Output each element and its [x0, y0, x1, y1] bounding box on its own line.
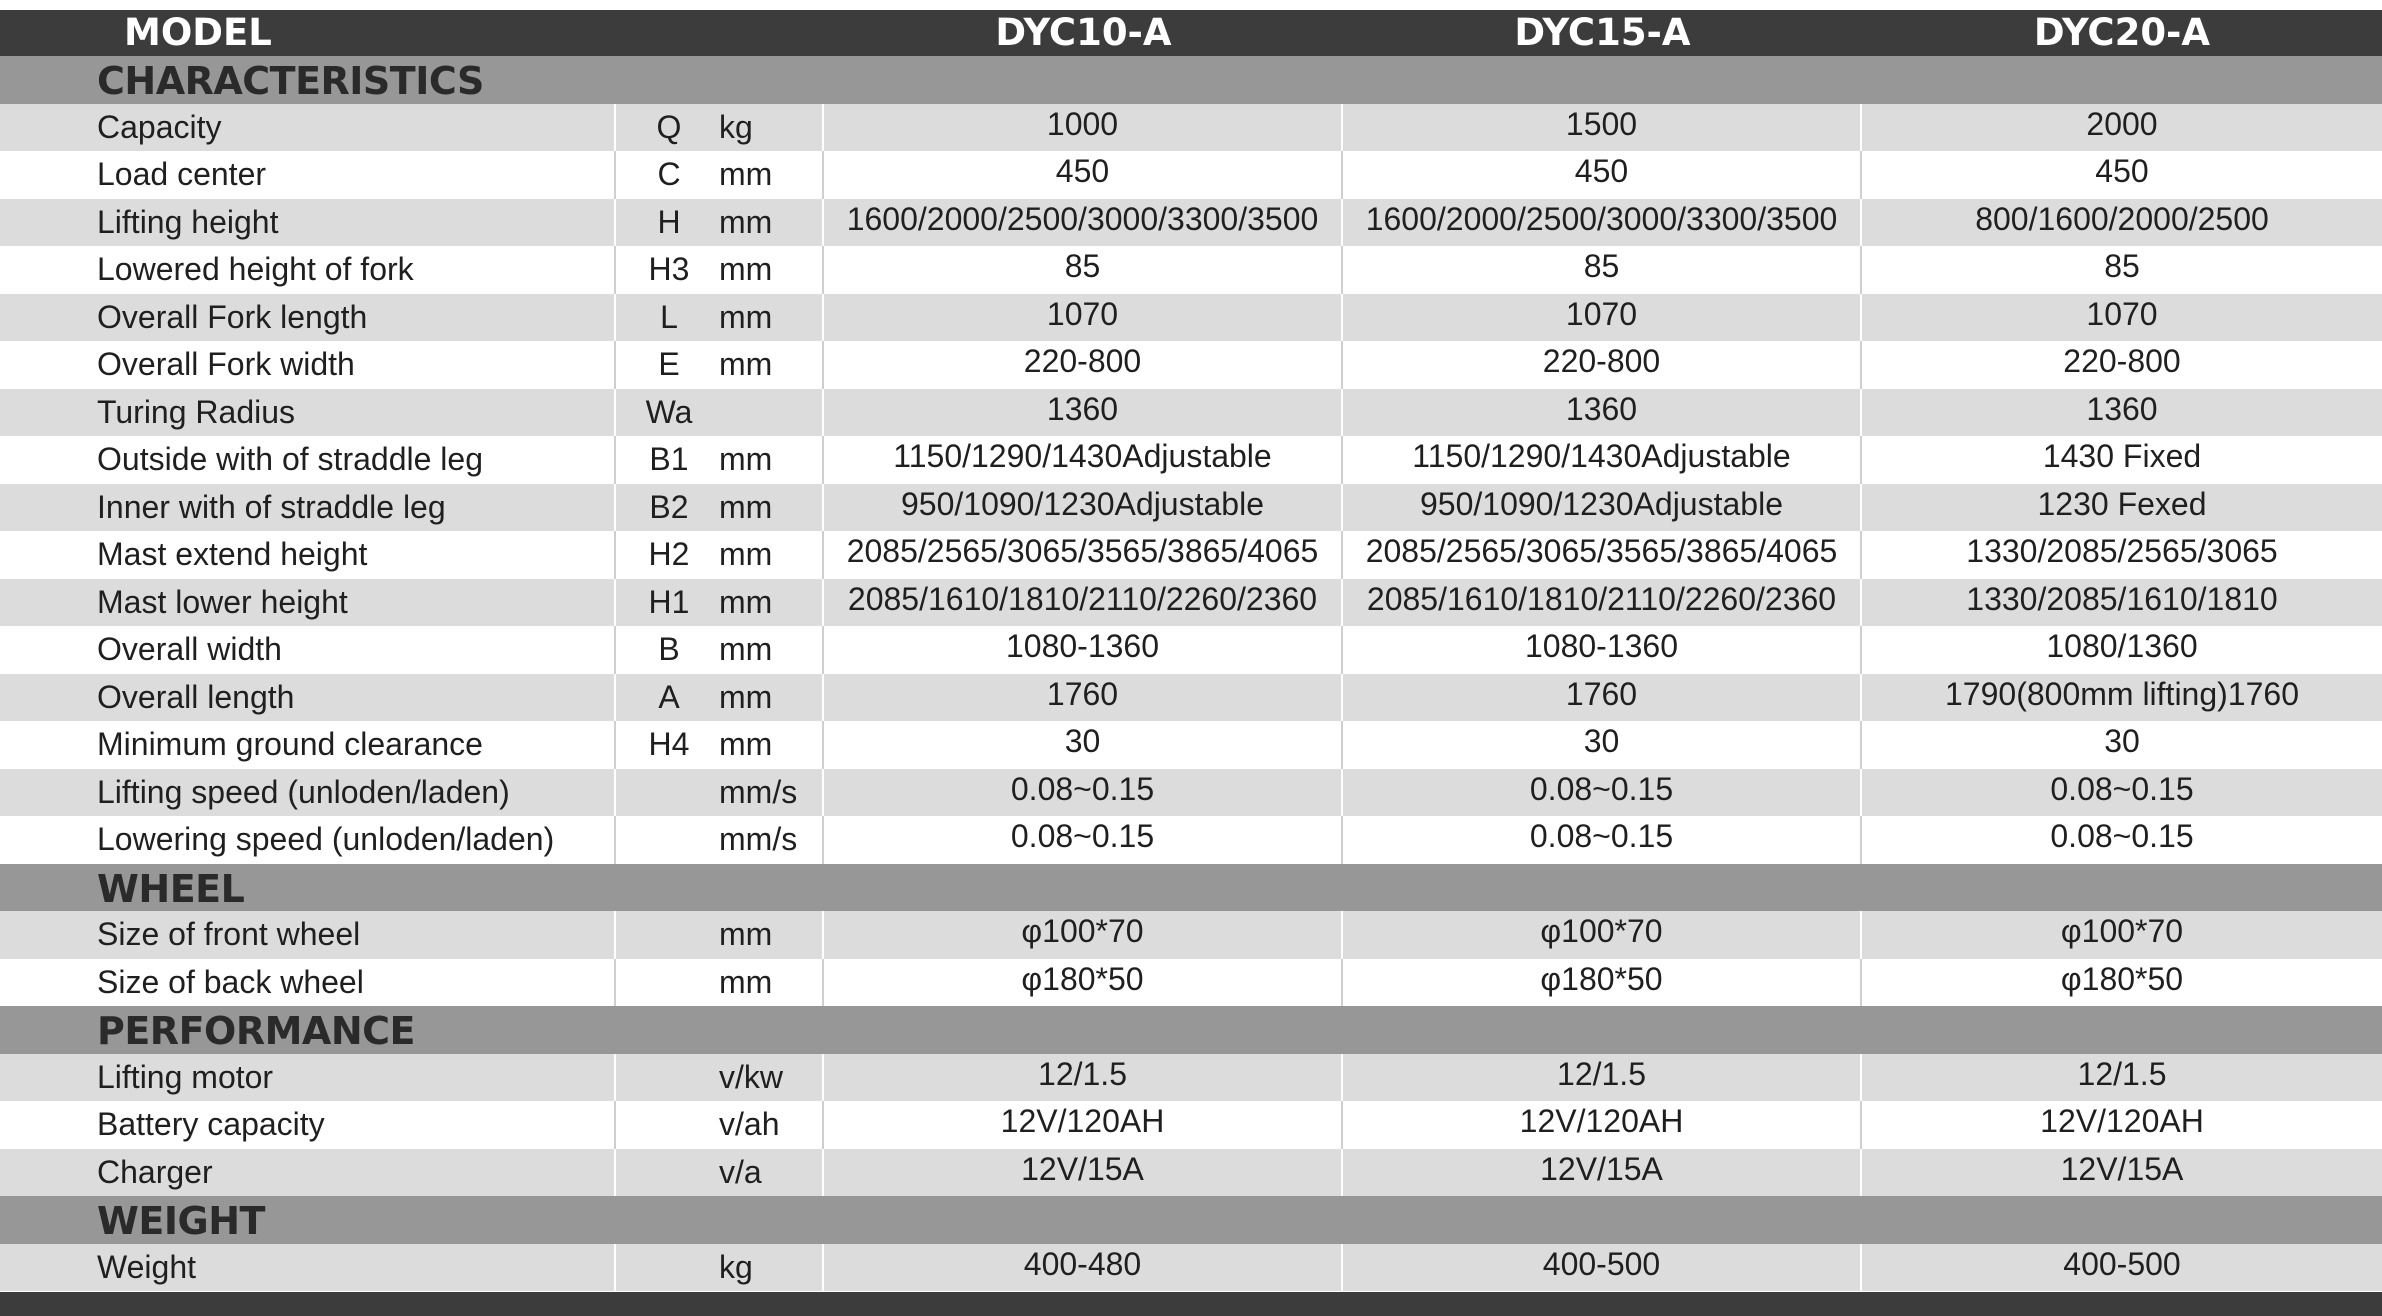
spec-unit: kg: [719, 104, 824, 152]
spec-value-dyc20a: φ100*70: [2060, 913, 2184, 949]
table-row: [0, 1054, 2382, 1102]
spec-value-dyc15a: 12V/120AH: [1343, 1101, 1862, 1149]
spec-symbol: [614, 1149, 722, 1197]
spec-name: Overall Fork width: [97, 346, 355, 382]
section-header-row: [0, 56, 2382, 104]
table-row: [0, 484, 2382, 532]
table-row: [0, 436, 2382, 484]
spec-value-dyc20a: 2000: [2086, 105, 2158, 142]
spec-name: Minimum ground clearance: [97, 726, 483, 762]
spec-name: Overall length: [97, 678, 295, 715]
spec-value-dyc15a: φ100*70: [1343, 911, 1862, 959]
spec-value-dyc15a: φ180*50: [1343, 959, 1862, 1007]
spec-name: Mast lower height: [97, 583, 348, 620]
spec-value-dyc10a: 1000: [824, 104, 1343, 152]
spec-unit: kg: [719, 1244, 824, 1292]
spec-value-dyc10a: 0.08~0.15: [824, 816, 1343, 864]
spec-table: [0, 10, 2382, 1291]
spec-symbol: [614, 1054, 722, 1102]
spec-unit: mm: [719, 246, 824, 294]
spec-value-dyc10a: 1360: [824, 389, 1343, 437]
spec-name: Lifting speed (unloden/laden): [97, 773, 510, 810]
spec-value-dyc10a: 12V/15A: [824, 1149, 1343, 1197]
spec-value-dyc15a: 400-500: [1343, 1244, 1862, 1292]
table-row: [0, 1149, 2382, 1197]
spec-value-dyc15a: 1500: [1343, 104, 1862, 152]
spec-unit: v/kw: [719, 1054, 824, 1102]
spec-value-dyc10a: φ100*70: [824, 911, 1343, 959]
spec-symbol: Wa: [614, 389, 722, 437]
spec-unit: mm: [719, 484, 824, 532]
spec-symbol: [614, 911, 722, 959]
spec-name: Lifting height: [97, 203, 279, 240]
spec-value-dyc10a: 2085/1610/1810/2110/2260/2360: [824, 579, 1343, 627]
spec-symbol: Q: [614, 104, 722, 152]
spec-name: Inner with of straddle leg: [97, 488, 446, 525]
spec-value-dyc20a: 220-800: [2063, 343, 2181, 379]
spec-value-dyc15a: 0.08~0.15: [1343, 816, 1862, 864]
spec-value-dyc20a: 450: [2095, 153, 2149, 189]
spec-value-dyc15a: 12/1.5: [1343, 1054, 1862, 1102]
section-title: WEIGHT: [97, 1199, 265, 1243]
table-row: [0, 531, 2382, 579]
spec-symbol: B1: [614, 436, 722, 484]
table-row: [0, 579, 2382, 627]
model-header-dyc15a: DYC15-A: [1514, 11, 1691, 54]
spec-value-dyc10a: 1150/1290/1430Adjustable: [824, 436, 1343, 484]
spec-symbol: H4: [614, 721, 722, 769]
spec-symbol: [614, 1244, 722, 1292]
spec-symbol: [614, 1101, 722, 1149]
spec-name: Size of front wheel: [97, 916, 361, 952]
table-row: [0, 199, 2382, 247]
spec-value-dyc15a: 12V/15A: [1343, 1149, 1862, 1197]
model-header-label: MODEL: [124, 11, 272, 54]
spec-value-dyc20a: 1230 Fexed: [2037, 485, 2207, 522]
spec-value-dyc15a: 1070: [1343, 294, 1862, 342]
spec-symbol: A: [614, 674, 722, 722]
spec-value-dyc15a: 30: [1343, 721, 1862, 769]
spec-symbol: B: [614, 626, 722, 674]
table-body: [0, 56, 2382, 1291]
spec-value-dyc10a: 85: [824, 246, 1343, 294]
spec-value-dyc15a: 0.08~0.15: [1343, 769, 1862, 817]
section-title: CHARACTERISTICS: [97, 59, 484, 103]
table-row: [0, 294, 2382, 342]
spec-symbol: H1: [614, 579, 722, 627]
section-header-row: [0, 864, 2382, 912]
spec-symbol: H: [614, 199, 722, 247]
table-header-row: [0, 10, 2382, 56]
spec-value-dyc10a: 450: [824, 151, 1343, 199]
spec-name: Turing Radius: [97, 393, 296, 430]
spec-unit: mm: [719, 674, 824, 722]
spec-name: Lowering speed (unloden/laden): [97, 821, 555, 857]
spec-value-dyc20a: 0.08~0.15: [2050, 818, 2194, 854]
spec-value-dyc20a: 0.08~0.15: [2050, 770, 2194, 807]
spec-value-dyc15a: 85: [1343, 246, 1862, 294]
spec-symbol: C: [614, 151, 722, 199]
spec-name: Mast extend height: [97, 536, 368, 572]
spec-symbol: E: [614, 341, 722, 389]
spec-name: Battery capacity: [97, 1106, 325, 1142]
spec-value-dyc10a: 400-480: [824, 1244, 1343, 1292]
spec-unit: mm: [719, 911, 824, 959]
spec-unit: mm: [719, 579, 824, 627]
spec-value-dyc15a: 1360: [1343, 389, 1862, 437]
spec-value-dyc10a: 2085/2565/3065/3565/3865/4065: [824, 531, 1343, 579]
spec-unit: v/ah: [719, 1101, 824, 1149]
spec-unit: mm/s: [719, 816, 824, 864]
spec-unit: mm: [719, 436, 824, 484]
table-row: [0, 911, 2382, 959]
spec-value-dyc15a: 1600/2000/2500/3000/3300/3500: [1343, 199, 1862, 247]
spec-value-dyc20a: 85: [2104, 248, 2140, 284]
spec-value-dyc10a: 220-800: [824, 341, 1343, 389]
spec-value-dyc10a: 30: [824, 721, 1343, 769]
spec-name: Size of back wheel: [97, 963, 364, 1000]
spec-value-dyc15a: 2085/1610/1810/2110/2260/2360: [1343, 579, 1862, 627]
spec-value-dyc10a: 950/1090/1230Adjustable: [824, 484, 1343, 532]
spec-value-dyc20a: 12/1.5: [2077, 1055, 2167, 1092]
section-title: PERFORMANCE: [97, 1009, 415, 1053]
spec-value-dyc20a: 1330/2085/2565/3065: [1966, 533, 2278, 569]
spec-unit: mm: [719, 626, 824, 674]
spec-value-dyc15a: 2085/2565/3065/3565/3865/4065: [1343, 531, 1862, 579]
spec-name: Load center: [97, 156, 267, 192]
spec-symbol: [614, 959, 722, 1007]
spec-value-dyc10a: φ180*50: [824, 959, 1343, 1007]
spec-value-dyc20a: 30: [2104, 723, 2140, 759]
spec-value-dyc15a: 950/1090/1230Adjustable: [1343, 484, 1862, 532]
spec-name: Outside with of straddle leg: [97, 441, 483, 477]
table-row: [0, 1101, 2382, 1149]
spec-unit: v/a: [719, 1149, 824, 1197]
table-row: [0, 816, 2382, 864]
spec-value-dyc20a: 1360: [2086, 390, 2158, 427]
spec-value-dyc15a: 1760: [1343, 674, 1862, 722]
spec-value-dyc10a: 1080-1360: [824, 626, 1343, 674]
spec-unit: mm: [719, 199, 824, 247]
table-row: [0, 104, 2382, 152]
spec-symbol: L: [614, 294, 722, 342]
spec-value-dyc20a: φ180*50: [2060, 960, 2184, 997]
spec-name: Overall width: [97, 631, 282, 667]
spec-name: Capacity: [97, 108, 222, 145]
model-header-dyc20a: DYC20-A: [2033, 11, 2211, 54]
spec-value-dyc15a: 1150/1290/1430Adjustable: [1343, 436, 1862, 484]
spec-value-dyc10a: 1070: [824, 294, 1343, 342]
spec-name: Lowered height of fork: [97, 251, 414, 287]
section-header-row: [0, 1196, 2382, 1244]
table-row: [0, 389, 2382, 437]
spec-symbol: H2: [614, 531, 722, 579]
spec-value-dyc10a: 1760: [824, 674, 1343, 722]
spec-unit: [719, 389, 824, 437]
table-row: [0, 626, 2382, 674]
spec-value-dyc10a: 12V/120AH: [824, 1101, 1343, 1149]
spec-name: Overall Fork length: [97, 298, 368, 335]
table-row: [0, 151, 2382, 199]
spec-value-dyc20a: 1790(800mm lifting)1760: [1945, 675, 2299, 712]
spec-unit: mm: [719, 151, 824, 199]
spec-value-dyc15a: 450: [1343, 151, 1862, 199]
spec-value-dyc10a: 12/1.5: [824, 1054, 1343, 1102]
spec-name: Lifting motor: [97, 1058, 274, 1095]
table-row: [0, 341, 2382, 389]
spec-symbol: B2: [614, 484, 722, 532]
spec-unit: mm/s: [719, 769, 824, 817]
spec-value-dyc20a: 400-500: [2063, 1245, 2181, 1282]
spec-value-dyc15a: 1080-1360: [1343, 626, 1862, 674]
section-title: WHEEL: [97, 866, 245, 911]
table-row: [0, 246, 2382, 294]
table-row: [0, 674, 2382, 722]
spec-value-dyc15a: 220-800: [1343, 341, 1862, 389]
table-row: [0, 959, 2382, 1007]
spec-value-dyc20a: 800/1600/2000/2500: [1975, 200, 2269, 237]
spec-value-dyc20a: 1330/2085/1610/1810: [1966, 580, 2278, 617]
spec-unit: mm: [719, 294, 824, 342]
spec-value-dyc20a: 1430 Fixed: [2042, 438, 2202, 474]
model-header-dyc10a: DYC10-A: [995, 11, 1172, 54]
spec-name: Charger: [97, 1153, 213, 1190]
spec-unit: mm: [719, 341, 824, 389]
spec-value-dyc20a: 12V/120AH: [2040, 1103, 2204, 1139]
spec-unit: mm: [719, 959, 824, 1007]
spec-value-dyc10a: 1600/2000/2500/3000/3300/3500: [824, 199, 1343, 247]
spec-value-dyc20a: 1070: [2086, 295, 2158, 332]
table-row: [0, 769, 2382, 817]
spec-value-dyc10a: 0.08~0.15: [824, 769, 1343, 817]
spec-value-dyc20a: 12V/15A: [2060, 1150, 2184, 1187]
spec-unit: mm: [719, 531, 824, 579]
spec-symbol: [614, 769, 722, 817]
spec-symbol: H3: [614, 246, 722, 294]
spec-value-dyc20a: 1080/1360: [2046, 628, 2198, 664]
spec-name: Weight: [97, 1248, 197, 1285]
spec-symbol: [614, 816, 722, 864]
table-bottom-bar: [0, 1292, 2382, 1316]
section-header-row: [0, 1006, 2382, 1054]
table-row: [0, 1244, 2382, 1292]
table-row: [0, 721, 2382, 769]
spec-unit: mm: [719, 721, 824, 769]
